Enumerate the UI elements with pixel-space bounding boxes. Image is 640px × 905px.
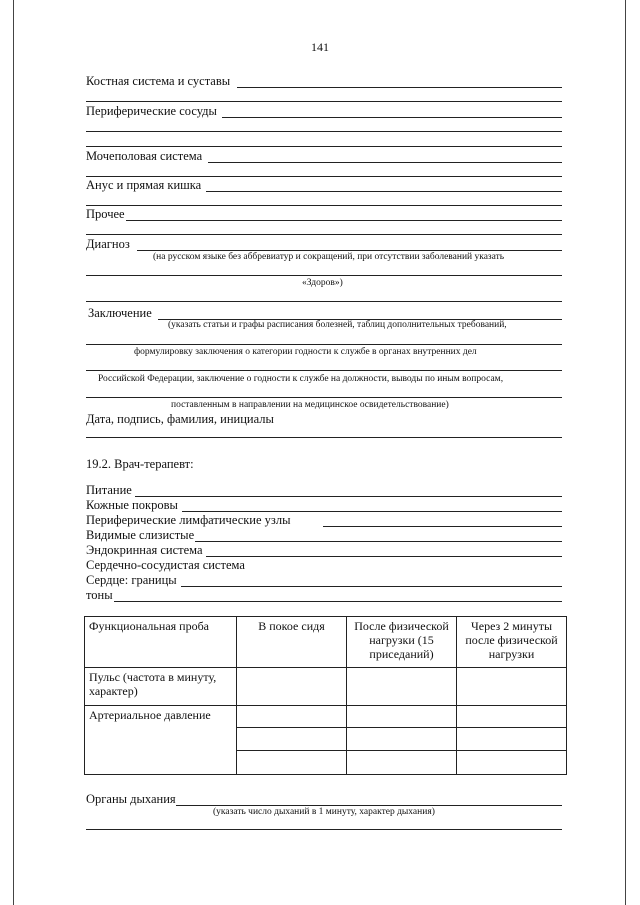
diagnosis-field-line-3[interactable]	[86, 301, 562, 302]
table-cell[interactable]	[347, 668, 457, 706]
table-cell[interactable]	[237, 706, 347, 728]
bones-field[interactable]	[237, 87, 562, 88]
anus-field[interactable]	[206, 191, 562, 192]
table-cell[interactable]	[457, 668, 567, 706]
vessels-field-line-2[interactable]	[86, 131, 562, 132]
conclusion-hint-4: поставленным в направлении на медицинское освидетельствование)	[171, 400, 449, 410]
conclusion-label: Заключение	[88, 306, 152, 320]
diagnosis-label: Диагноз	[86, 237, 130, 251]
tones-field[interactable]	[114, 601, 562, 602]
respiratory-field-line-2[interactable]	[86, 829, 562, 830]
table-cell[interactable]	[347, 706, 457, 728]
table-row-pulse-label: Пульс (частота в минуту, характер)	[85, 668, 237, 706]
functional-test-table	[84, 616, 567, 775]
conclusion-field-line-2[interactable]	[86, 344, 562, 345]
skin-label: Кожные покровы	[86, 498, 178, 512]
table-cell[interactable]	[457, 706, 567, 728]
table-header-after-load: После физической нагрузки (15 приседаний)	[347, 617, 457, 668]
page-border-right	[625, 0, 626, 905]
endocrine-label: Эндокринная система	[86, 543, 203, 557]
table-cell[interactable]	[237, 728, 347, 751]
diagnosis-field[interactable]	[137, 250, 562, 251]
nutrition-label: Питание	[86, 483, 132, 497]
table-cell[interactable]	[347, 728, 457, 751]
table-cell[interactable]	[347, 751, 457, 775]
urogenital-field-line-2[interactable]	[86, 176, 562, 177]
endocrine-field[interactable]	[206, 556, 562, 557]
vessels-field[interactable]	[222, 117, 562, 118]
urogenital-label: Мочеполовая система	[86, 149, 203, 163]
urogenital-field[interactable]	[208, 162, 562, 163]
table-cell[interactable]	[237, 751, 347, 775]
mucosa-field[interactable]	[195, 541, 562, 542]
lymph-label: Периферические лимфатические узлы	[86, 513, 291, 527]
date-signature-field[interactable]	[86, 437, 562, 438]
anus-label: Анус и прямая кишка	[86, 178, 202, 192]
diagnosis-hint-2: «Здоров»)	[302, 278, 343, 288]
respiratory-hint: (указать число дыханий в 1 минуту, характер дыхания)	[213, 807, 435, 817]
diagnosis-hint-1: (на русском языке без аббревиатур и сокращений, при отсутствии заболеваний указать	[153, 252, 505, 262]
respiratory-field[interactable]	[176, 805, 562, 806]
tones-label: тоны	[86, 588, 113, 602]
heart-field[interactable]	[181, 586, 562, 587]
skin-field[interactable]	[182, 511, 562, 512]
nutrition-field[interactable]	[135, 496, 562, 497]
vessels-field-line-3[interactable]	[86, 146, 562, 147]
table-header-after-2min: Через 2 минуты после физической нагрузки	[457, 617, 567, 668]
conclusion-field-line-4[interactable]	[86, 397, 562, 398]
page-number: 141	[311, 40, 329, 54]
table-row-pressure-label: Артериальное давление	[85, 706, 237, 775]
conclusion-hint-2: формулировку заключения о категории годности к службе в органах внутренних дел	[134, 347, 477, 357]
conclusion-hint-1: (указать статьи и графы расписания болезней, таблиц дополнительных требований,	[168, 320, 507, 330]
section-title: 19.2. Врач-терапевт:	[86, 457, 194, 471]
page-border-left	[13, 0, 14, 905]
table-cell[interactable]	[237, 668, 347, 706]
table-cell[interactable]	[457, 751, 567, 775]
other-label: Прочее	[86, 207, 125, 221]
other-field-line-2[interactable]	[86, 234, 562, 235]
diagnosis-field-line-2[interactable]	[86, 275, 562, 276]
conclusion-field-line-3[interactable]	[86, 370, 562, 371]
bones-label: Костная система и суставы	[86, 74, 231, 88]
bones-field-line-2[interactable]	[86, 101, 562, 102]
lymph-field[interactable]	[323, 526, 562, 527]
table-cell[interactable]	[457, 728, 567, 751]
heart-label: Сердце: границы	[86, 573, 177, 587]
mucosa-label: Видимые слизистые	[86, 528, 195, 542]
other-field[interactable]	[126, 220, 562, 221]
vessels-label: Периферические сосуды	[86, 104, 217, 118]
anus-field-line-2[interactable]	[86, 205, 562, 206]
conclusion-hint-3: Российской Федерации, заключение о годности к службе на должности, выводы по иным вопросам,	[98, 374, 504, 384]
cardio-label: Сердечно-сосудистая система	[86, 558, 245, 572]
table-header-test: Функциональная проба	[85, 617, 237, 668]
date-signature-label: Дата, подпись, фамилия, инициалы	[86, 412, 274, 426]
respiratory-label: Органы дыхания	[86, 792, 176, 806]
table-header-rest: В покое сидя	[237, 617, 347, 668]
